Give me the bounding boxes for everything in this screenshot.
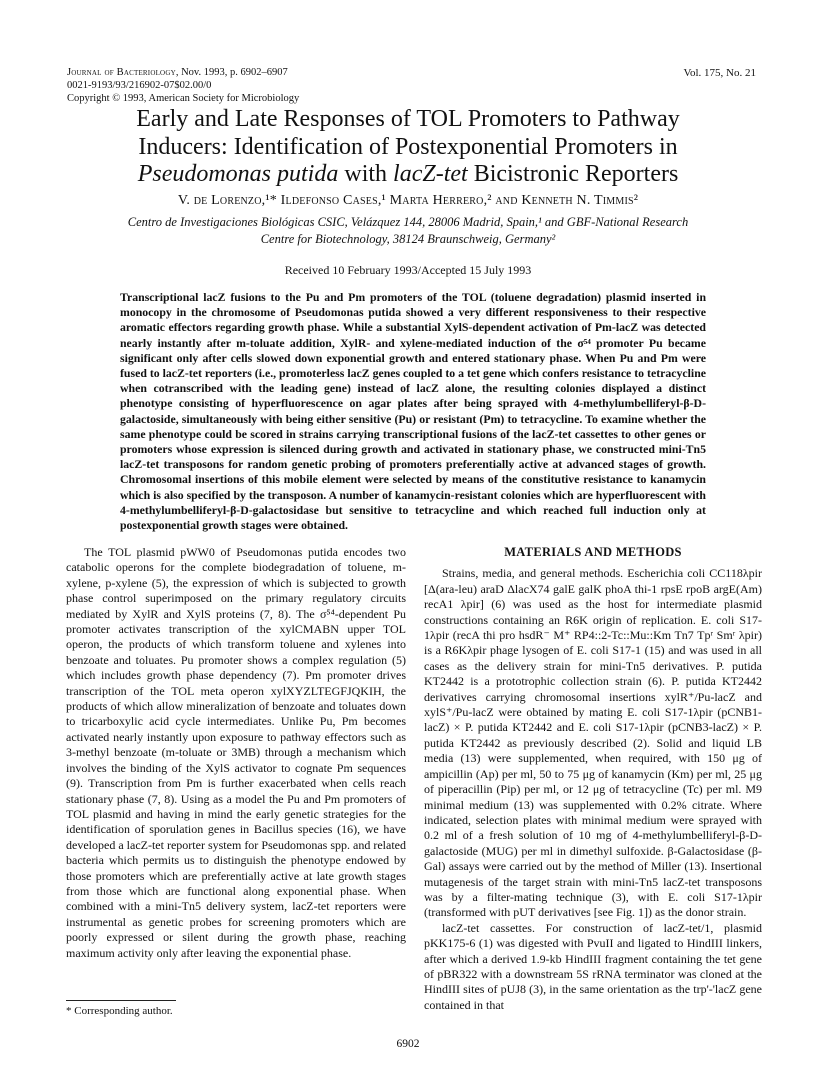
affiliations: Centro de Investigaciones Biológicas CSIC, Velázquez 144, 28006 Madrid, Spain,¹ and GBF-National Research Centre for Biotechnology, 38124 Braunschweig, Germany² bbox=[127, 215, 689, 246]
page-number: 6902 bbox=[396, 1038, 420, 1050]
methods-paragraph-cassettes: lacZ-tet cassettes. For construction of lacZ-tet/1, plasmid pKK175-6 (1) was digested with PvuII and ligated to HindIII linkers, after which a derived 1.9-kb HindIII fragment containing the tet gene of pBR322 with a downstream 5S rRNA terminator was cloned at the HindIII sites of pUJ8 (3), in the same orientation as the trp'-'lacZ gene contained in that bbox=[424, 920, 762, 1012]
article-title: Early and Late Responses of TOL Promoters to Pathway Inducers: Identification of Postexponential Promoters in Pseudomonas putida with lacZ-tet Bicistronic Reporters bbox=[136, 106, 680, 187]
journal-citation: Journal of Bacteriology, Nov. 1993, p. 6902–6907 bbox=[67, 67, 288, 78]
abstract: Transcriptional lacZ fusions to the Pu and Pm promoters of the TOL (toluene degradation) plasmid inserted in monocopy in the chromosome of Pseudomonas putida showed a very different responsiveness to their respective aromatic effectors regarding growth phase. While a substantial XylS-dependent activation of Pm-lacZ was detected nearly instantly after m-toluate addition, XylR- and xylene-mediated induction of the σ⁵⁴ promoter Pu became significant only after cells slowed down exponential growth and entered stationary phase. When Pu and Pm were fused to lacZ-tet reporters (i.e., promoterless lacZ genes coupled to a tet gene which confers resistance to tetracycline when cotranscribed with the leading gene) instead of lacZ alone, the resulting colonies displayed a distinct phenotype consisting of hyperfluorescence on agar plates after being sprayed with 4-methylumbelliferyl-β-D-galactoside, simultaneously with being either sensitive (Pu) or resistant (Pm) to tetracycline. To examine whether the same phenotype could be scored in strains carrying transcriptional fusions of the lacZ-tet cassettes to other genes or promoters whose expression is silenced during growth and activated in stationary phase, we constructed mini-Tn5 lacZ-tet transposons for random genetic probing of promoters preferentially active at advanced stages of growth. Chromosomal insertions of this mobile element were selected by means of the constitutive resistance to kanamycin which is also specified by the transposon. A number of kanamycin-resistant colonies which are hyperfluorescent with 4-methylumbelliferyl-β-D-galactosidase but sensitive to tetracycline and which reached full induction only at postexponential growth stages were obtained. bbox=[120, 290, 706, 533]
journal-header bbox=[67, 66, 299, 105]
intro-paragraph: The TOL plasmid pWW0 of Pseudomonas putida encodes two catabolic operons for the complete biodegradation of toluene, m-xylene, p-xylene (5), the expression of which is subjected to growth phase control superimposed on the primary regulatory circuits mediated by XylR and XylS proteins (7, 8). The σ⁵⁴-dependent Pu promoter activates transcription of the xylCMABN upper TOL operon, the products of which transform toluene and xylenes into benzoate and toluates. Pu promoter shows a complex regulation (5) which includes growth phase dependency (7). Pm promoter drives transcription of the TOL meta operon xylXYZLTEGFJQKIH, the products of which allow mineralization of benzoate and toluates down to tricarboxylic acid cycle intermediates. Unlike Pu, Pm becomes activated nearly instantly upon exposure to pathway effectors such as 3-methyl benzoate (m-toluate or 3MB) through a mechanism which involves the binding of the XylS activator to cognate Pm sequences (9). Transcription from Pm is further exacerbated when cells reach stationary phase (7, 8). Using as a model the Pu and Pm promoters of TOL plasmid and having in mind the early genetic strategies for the identification of sporulation genes in Bacillus species (16), we have developed a lacZ-tet reporter system for Pseudomonas spp. and related bacteria which permits us to distinguish the phenotype endowed by those promoters which are preferentially active at late growth stages from those which are functional along exponential phase. When combined with a mini-Tn5 delivery system, lacZ-tet reporters were instrumental as genetic probes for screening promoters which are poorly expressed or silent during the growth phase, reaching maximum activity only after leaving the exponential phase. bbox=[66, 545, 406, 960]
right-column bbox=[424, 545, 762, 1013]
volume-info: Vol. 175, No. 21 bbox=[683, 67, 756, 79]
copyright-line: Copyright © 1993, American Society for Microbiology bbox=[67, 93, 300, 104]
received-dates: Received 10 February 1993/Accepted 15 July 1993 bbox=[284, 263, 532, 277]
article-code: 0021-9193/93/216902-07$02.00/0 bbox=[67, 80, 212, 91]
footnote: * Corresponding author. bbox=[66, 1005, 173, 1017]
left-column bbox=[66, 545, 406, 961]
author-list: V. de Lorenzo,¹* Ildefonso Cases,¹ Marta Herrero,² and Kenneth N. Timmis² bbox=[177, 193, 639, 208]
methods-paragraph-strains: Strains, media, and general methods. Escherichia coli CC118λpir [Δ(ara-leu) araD ΔlacX74 galE galK phoA thi-1 rpsE rpoB argE(Am) recA1 λpir] (6) was used as the host for intermediate plasmid constructions containing an R6K origin of replication. E. coli S17-1λpir (recA thi pro hsdR⁻ M⁺ RP4::2-Tc::Mu::Km Tn7 Tpʳ Smʳ λpir) is a R6Kλpir phage lysogen of E. coli S17-1 (15) and was used in all cases as the delivery strain for mini-Tn5 derivatives. P. putida KT2442 is a prototrophic collection strain (6). P. putida KT2442 derivatives carrying chromosomal insertions xylR⁺/Pu-lacZ and xylS⁺/Pu-lacZ were obtained by mating E. coli S17-1λpir (pCNB1-lacZ) × P. putida KT2442 and E. coli S17-1λpir (pCNB3-lacZ) × P. putida KT2442 as previously described (2). Solid and liquid LB media (13) were supplemented, when required, with 150 μg of ampicillin (Ap) per ml, 50 to 75 μg of kanamycin (Km) per ml, 25 μg of piperacillin (Pip) per ml, or 12 μg of tetracycline (Tc) per ml. M9 minimal medium (13) was supplemented with 0.2% citrate. Where indicated, selection plates with minimal medium were sprayed with 0.2 ml of a fresh solution of 10 mg of 4-methylumbelliferyl-β-D-galactoside (MUG) per ml in dimethyl sulfoxide. β-Galactosidase (β-Gal) assays were carried out by the method of Miller (13). Insertional mutagenesis of the target strain with mini-Tn5 lacZ-tet transposons was by a filter-mating technique (3), with E. coli S17-1λpir (transformed with pUT derivatives [see Fig. 1]) as the donor strain. bbox=[424, 566, 762, 920]
footnote-rule bbox=[66, 1000, 176, 1001]
section-heading: MATERIALS AND METHODS bbox=[504, 545, 682, 559]
